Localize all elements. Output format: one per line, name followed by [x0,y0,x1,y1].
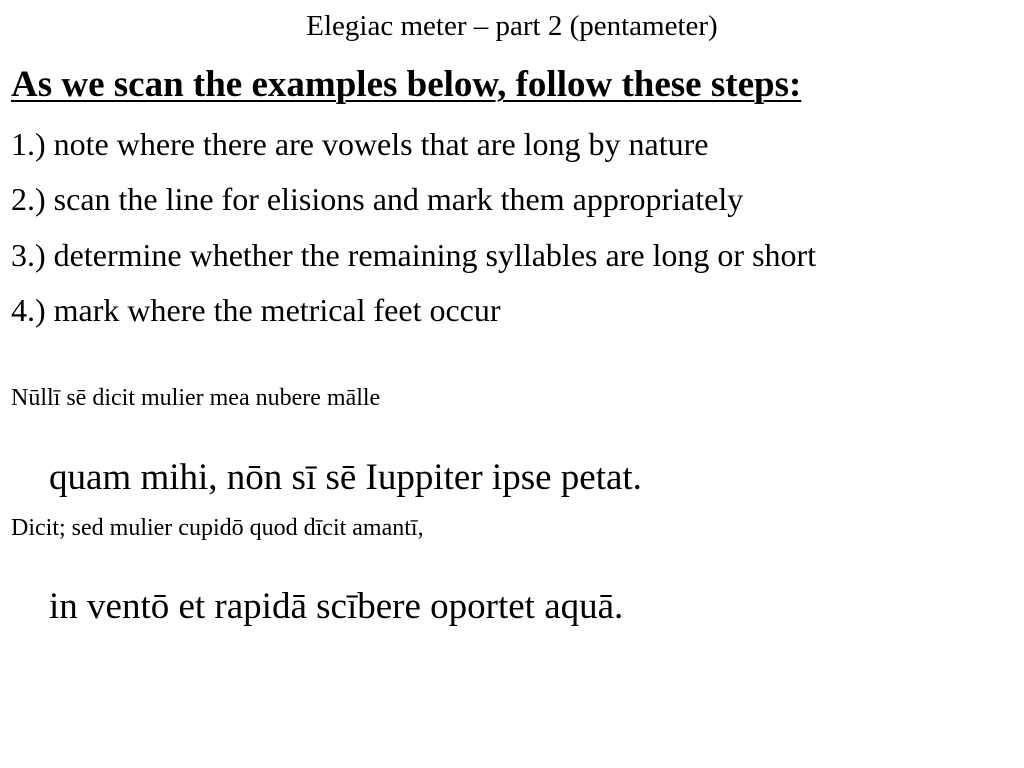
step-4: 4.) mark where the metrical feet occur [11,292,501,328]
step-1: 1.) note where there are vowels that are long by nature [11,126,709,162]
step-2: 2.) scan the line for elisions and mark them appropriately [11,181,744,217]
verse-line-4-pentameter: in ventō et rapidā scībere oportet aquā. [49,586,624,627]
instructions-heading: As we scan the examples below, follow these steps: [11,64,802,105]
verse-line-1-hexameter: Nūllī sē dicit mulier mea nubere mālle [11,385,381,411]
step-3: 3.) determine whether the remaining syllables are long or short [11,237,817,273]
verse-line-2-pentameter: quam mihi, nōn sī sē Iuppiter ipse petat. [49,457,642,498]
verse-line-3-hexameter: Dicit; sed mulier cupidō quod dīcit amantī, [11,515,424,541]
slide-title: Elegiac meter – part 2 (pentameter) [306,10,718,42]
